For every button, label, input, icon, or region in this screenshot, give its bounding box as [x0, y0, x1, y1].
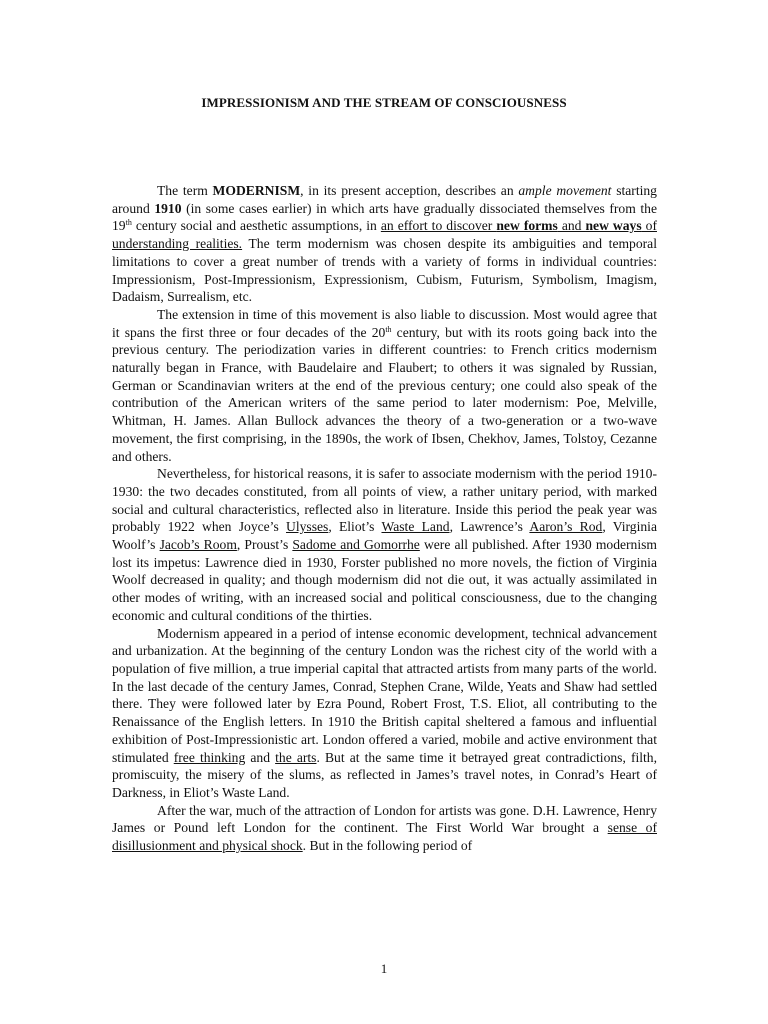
superscript: th [385, 324, 392, 334]
text-run: , Eliot’s [328, 519, 382, 535]
book-title: Aaron’s Rod [529, 519, 603, 535]
text-run: and [245, 749, 276, 765]
text-run: starting around [112, 183, 657, 216]
text-run: . But in the following period of [302, 838, 473, 854]
paragraph-4 [112, 625, 657, 802]
paragraph-3 [112, 465, 657, 624]
bold-term: new ways [585, 218, 642, 234]
italic-phrase: ample movement [518, 183, 612, 198]
superscript: th [125, 218, 132, 228]
text-run: Nevertheless, for historical reasons, it is safer to associate modernism with the period 1910-1930: the two decades constituted, from all points of view, a rather unitary period, with marked social and cultural characteristics, reflected also in literature. Inside this period the peak year was probably 1922 when Joyce’s [112, 466, 657, 535]
text-run: an effort to discover [380, 218, 497, 234]
paragraph-5 [112, 802, 657, 855]
body-text [112, 182, 657, 855]
text-run: , Lawrence’s [449, 519, 530, 535]
page-title: IMPRESSIONISM AND THE STREAM OF CONSCIOUSNESS [201, 95, 567, 110]
text-run: century, but with its roots going back into the previous century. The periodization varies in different countries: to French critics modernism naturally began in France, with Baudelaire and Flaubert; to others it was signaled by Russian, German or Scandinavian writers at the end of the previous century; one could also speak of the contribution of the American writers of the same period to later modernism: Poe, Melville, Whitman, H. James. Allan Bullock advances the theory of a two-generation or a two-wave movement, the first comprising, in the 1890s, the work of Ibsen, Chekhov, James, Tolstoy, Cezanne and others. [112, 324, 657, 464]
underlined-phrase: free thinking [173, 749, 246, 765]
text-run: The term modernism was chosen despite its ambiguities and temporal limitations to cover a great number of trends with a variety of forms in individual countries: Impressionism, Post-Impressionism, Expressionism, Cubism, Futurism, Symbolism, Imagism, Dadaism, Surrealism, etc. [112, 236, 657, 305]
page-number: 1 [380, 961, 388, 976]
text-run: were all published. After 1930 modernism lost its impetus: Lawrence died in 1930, Forster published no more novels, the fiction of Virginia Woolf decreased in quality; and though modernism did not die out, it was actually assimilated in other modes of writing, with an increased social and political consciousness, due to the changing economic and cultural conditions of the thirties. [112, 537, 657, 623]
book-title: Jacob’s Room [159, 537, 237, 553]
paragraph-1 [112, 182, 657, 306]
book-title: Waste Land [381, 519, 450, 535]
book-title: Sadome and Gomorrhe [292, 537, 420, 553]
underlined-phrase: the arts [275, 749, 317, 765]
bold-term: new forms [496, 218, 558, 234]
underlined-phrase: sense of disillusionment and physical shock [112, 820, 657, 854]
text-run: (in some cases earlier) in which arts have gradually dissociated themselves from the 19 [112, 200, 657, 234]
text-run: . But at the same time it betrayed great contradictions, filth, promiscuity, the misery of the slums, as reflected in James’s travel notes, in Conrad’s Heart of Darkness, in Eliot’s Waste Land. [112, 749, 657, 800]
text-run: century social and aesthetic assumptions, in [131, 218, 381, 234]
book-title: Ulysses [286, 519, 329, 535]
text-run: , in its present acception, describes an [300, 183, 519, 198]
text-run: Modernism appeared in a period of intense economic development, technical advancement and urbanization. At the beginning of the century London was the richest city of the world with a population of five million, a true imperial capital that attracted artists from many parts of the world. In the last decade of the century James, Conrad, Stephen Crane, Wilde, Yeats and Shaw had settled there. They were followed later by Ezra Pound, Robert Frost, T.S. Eliot, all contributing to the Renaissance of the English letters. In 1910 the British capital sheltered a famous and influential exhibition of Post-Impressionistic art. London offered a varied, mobile and active environment that stimulated [112, 625, 657, 765]
text-run: and [557, 218, 586, 234]
paragraph-2 [112, 306, 657, 465]
text-run: The term [157, 183, 213, 198]
text-run: , Virginia Woolf’s [112, 519, 657, 553]
bold-term: MODERNISM [212, 183, 301, 198]
text-run: , Proust’s [236, 537, 293, 553]
text-run: The extension in time of this movement is also liable to discussion. Most would agree that it spans the first three or four decades of the 20 [112, 306, 657, 340]
text-run: After the war, much of the attraction of London for artists was gone. D.H. Lawrence, Henry James or Pound left London for the continent. The First World War brought a [112, 802, 657, 836]
text-run: of understanding realities. [112, 218, 657, 252]
bold-year: 1910 [154, 200, 182, 216]
